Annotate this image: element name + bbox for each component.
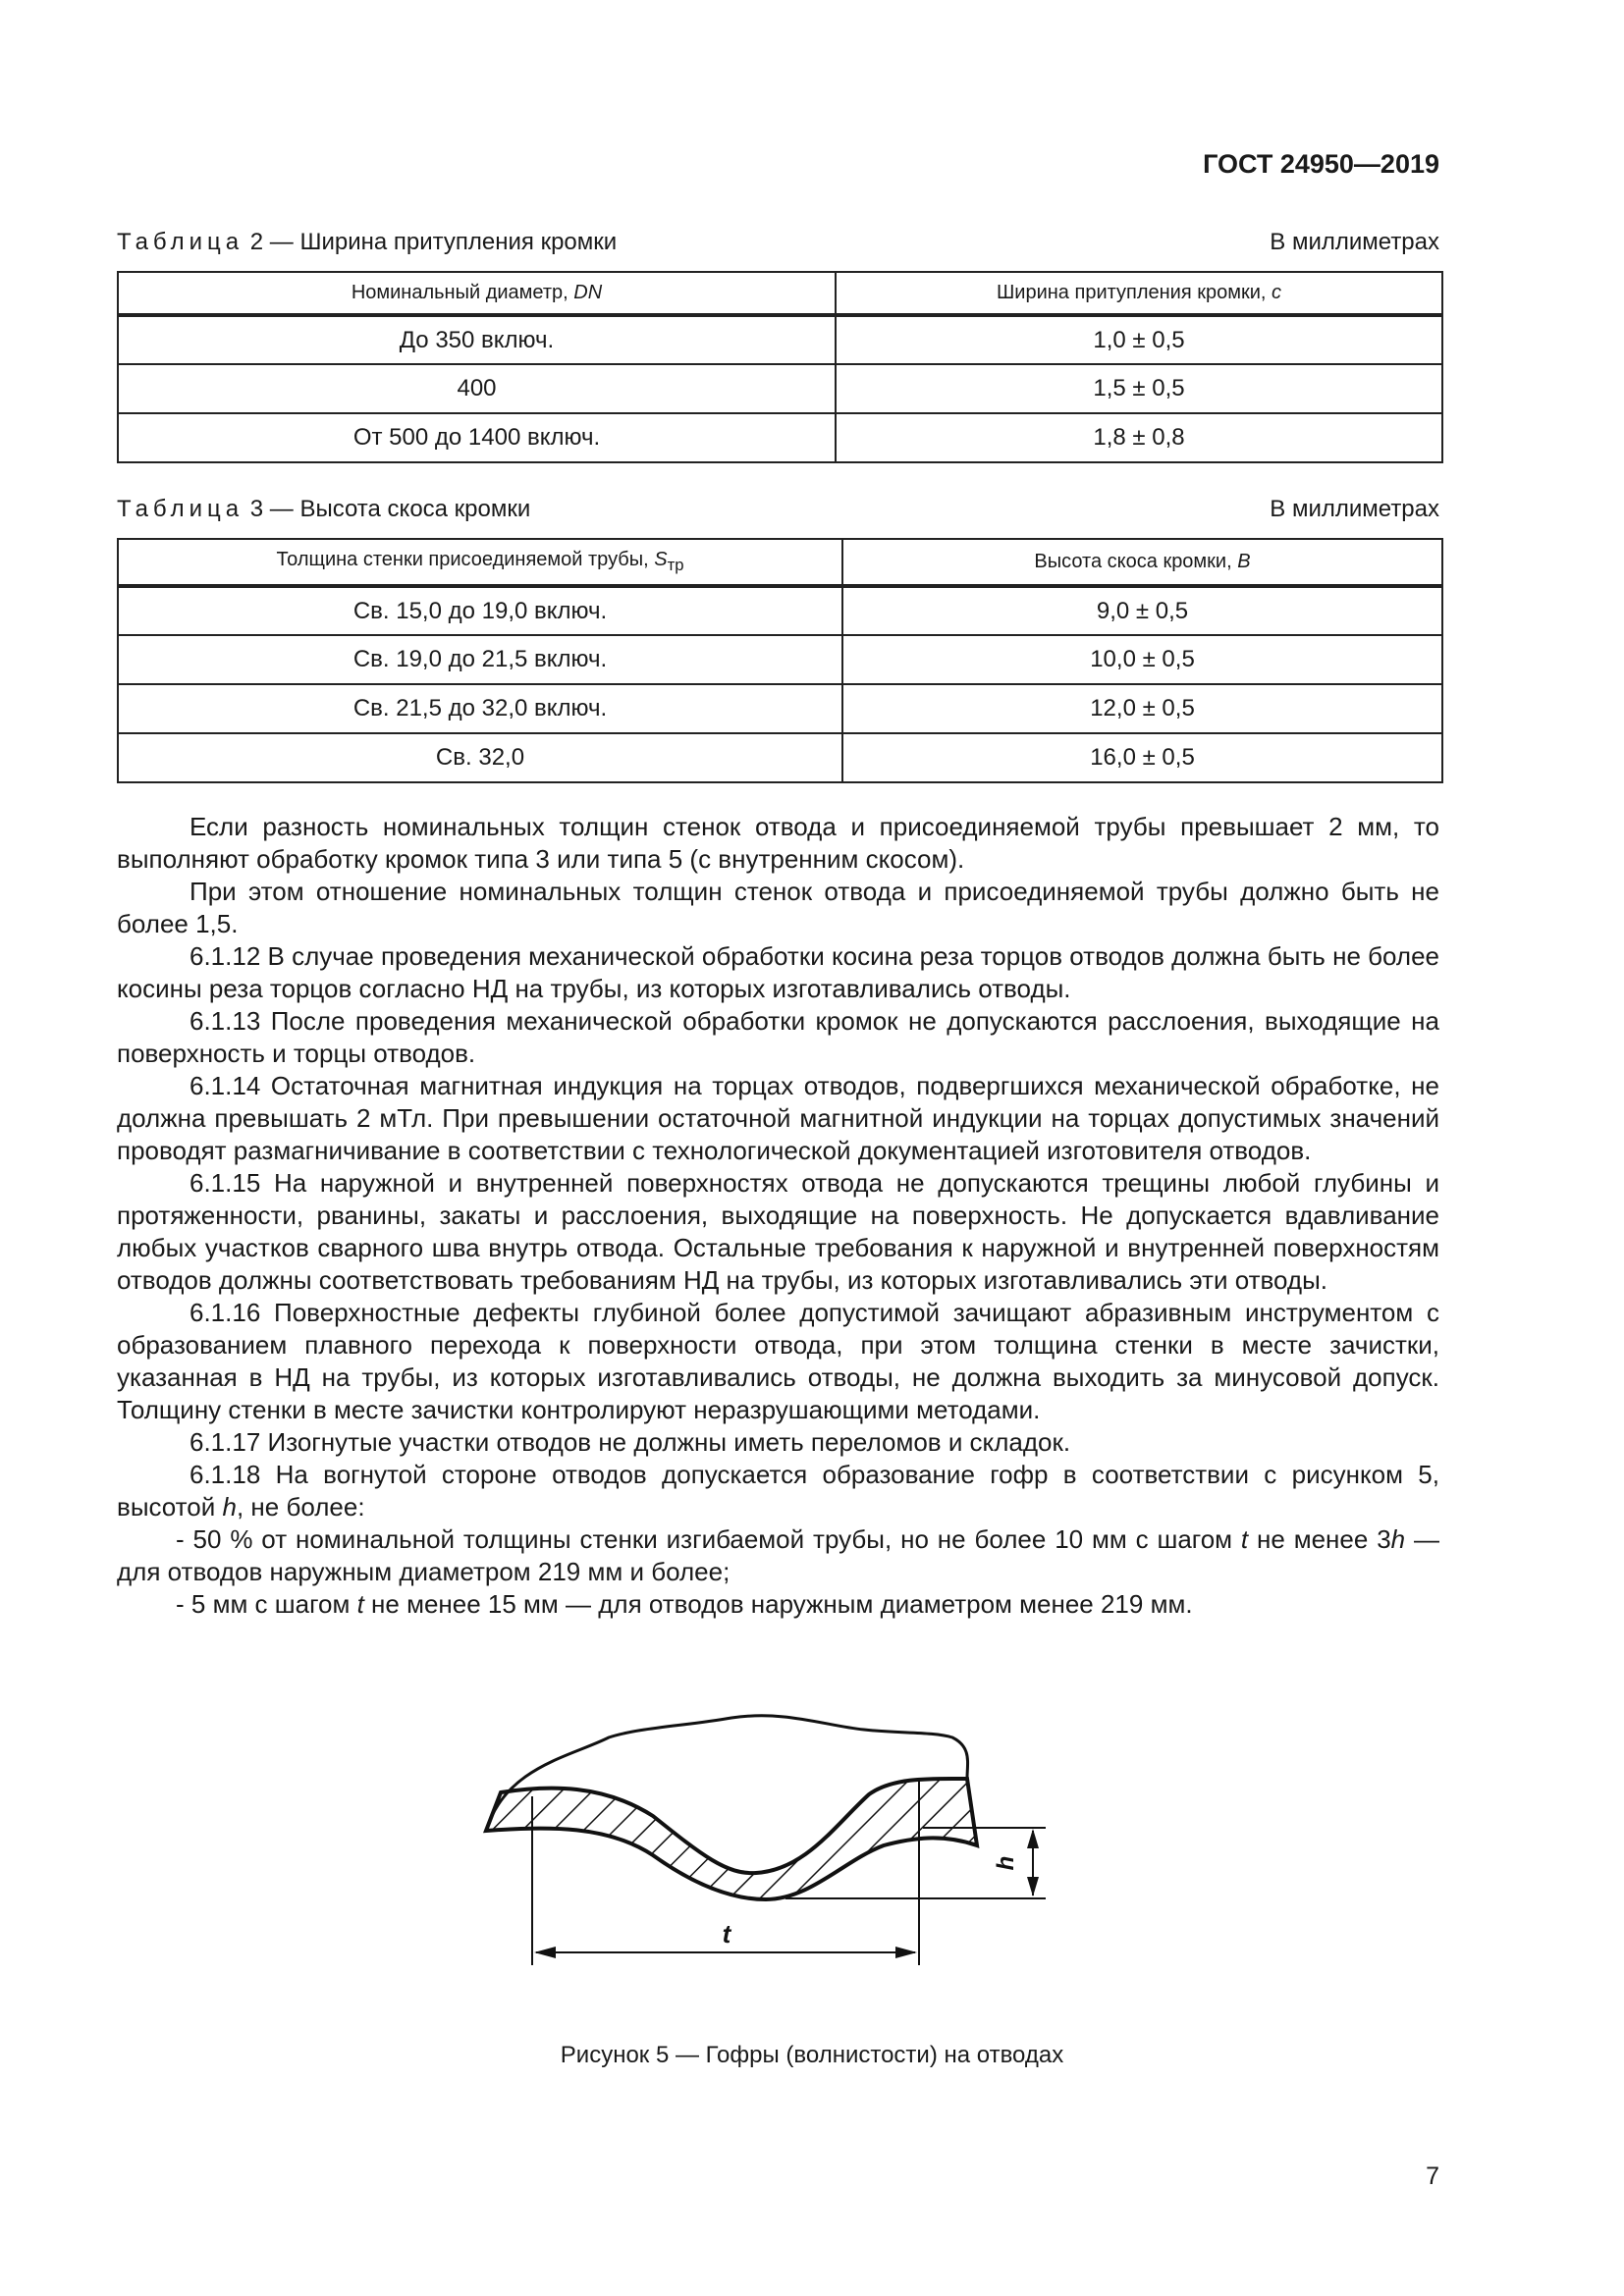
table2-col2-header-symbol: c (1272, 282, 1282, 303)
paragraph: При этом отношение номинальных толщин стенок отвода и присоединяемой трубы должно быть не более 1,5. (117, 877, 1439, 938)
text-run: 6.1.18 На вогнутой стороне отводов допускается образование гофр в соответствии с рисунком 5, высотой (117, 1460, 1439, 1522)
symbol-t: t (1240, 1524, 1249, 1554)
h-arrow-top (1027, 1829, 1039, 1848)
paragraph-6-1-12: 6.1.12 В случае проведения механической обработки косина реза торцов отводов должна быть не более косины реза торцов согласно НД на трубы, из которых изготавливались отводы. (117, 941, 1439, 1003)
text-run: не менее 15 мм — для отводов наружным диаметром менее 219 мм. (363, 1589, 1193, 1619)
table3-cell-height: 9,0 ± 0,5 (842, 586, 1442, 635)
table3-label: Таблица (117, 496, 244, 522)
table3-cell-thickness: Св. 21,5 до 32,0 включ. (118, 684, 842, 733)
table3-cell-height: 12,0 ± 0,5 (842, 684, 1442, 733)
table2-label: Таблица (117, 229, 244, 255)
text-run: — для отводов наружным диаметром 219 мм и более; (117, 1524, 1440, 1586)
table2-col2-header-text: Ширина притупления кромки, (996, 282, 1272, 303)
table2-cell-diameter: До 350 включ. (118, 315, 836, 364)
table3-cell-thickness: Св. 19,0 до 21,5 включ. (118, 635, 842, 684)
table3-title: 3 — Высота скоса кромки (244, 496, 531, 522)
table3-units: В миллиметрах (1270, 496, 1439, 522)
table2-col1-header-symbol: DN (573, 282, 603, 303)
paragraph-6-1-17: 6.1.17 Изогнутые участки отводов не должны иметь переломов и складок. (189, 1427, 1071, 1457)
figure-caption: Рисунок 5 — Гофры (волнистости) на отводах (560, 2042, 1064, 2068)
paragraph-6-1-16: 6.1.16 Поверхностные дефекты глубиной более допустимой зачищают абразивным инструментом с образованием плавного перехода к поверхности отвода, при этом толщина стенки в месте зачистки, указанная в НД на трубы, из которых изготавливались отводы, не должна выходить за минусовой допуск. Толщину стенки в месте зачистки контролируют неразрушающими методами. (117, 1298, 1439, 1424)
text-run: не менее 3 (1248, 1524, 1391, 1554)
page-number: 7 (1426, 2163, 1439, 2190)
table3-col2-header-text: Высота скоса кромки, (1034, 551, 1238, 572)
h-arrow-bottom (1027, 1877, 1039, 1896)
paragraph-6-1-14: 6.1.14 Остаточная магнитная индукция на торцах отводов, подвергшихся механической обработке, не должна превышать 2 мТл. При превышении остаточной магнитной индукции на торцах допустимых значений проводят размагничивание в соответствии с технологической документацией изготовителя отводов. (117, 1071, 1439, 1165)
symbol-t: t (356, 1589, 364, 1619)
wall-section-hatched (486, 1779, 977, 1899)
t-arrow-right (895, 1947, 917, 1958)
h-label: h (993, 1855, 1019, 1871)
text-run: - 50 % от номинальной толщины стенки изгибаемой трубы, но не более 10 мм с шагом (176, 1524, 1241, 1554)
t-arrow-left (534, 1947, 556, 1958)
table2-cell-diameter: От 500 до 1400 включ. (118, 413, 836, 462)
table3-col1-header-subscript: тр (667, 556, 684, 574)
table3-cell-height: 10,0 ± 0,5 (842, 635, 1442, 684)
table3-col1-header-symbol: S (654, 549, 668, 570)
table3-cell-thickness: Св. 15,0 до 19,0 включ. (118, 586, 842, 635)
symbol-h: h (1390, 1524, 1406, 1554)
table2-cell-diameter: 400 (118, 364, 836, 413)
symbol-h: h (222, 1492, 237, 1522)
table3-col1-header-text: Толщина стенки присоединяемой трубы, (276, 549, 655, 570)
paragraph: Если разность номинальных толщин стенок отвода и присоединяемой трубы превышает 2 мм, то выполняют обработку кромок типа 3 или типа 5 (с внутренним скосом). (117, 812, 1439, 874)
paragraph-6-1-15: 6.1.15 На наружной и внутренней поверхностях отвода не допускаются трещины любой глубины и протяженности, рванины, закаты и расслоения, выходящие на поверхность. Не допускается вдавливание любых участков сварного шва внутрь отвода. Остальные требования к наружной и внутренней поверхностям отводов должны соответствовать требованиям НД на трубы, из которых изготавливались эти отводы. (117, 1168, 1439, 1295)
table2-title: 2 — Ширина притупления кромки (244, 229, 618, 255)
table2-cell-width: 1,8 ± 0,8 (836, 413, 1442, 462)
table2-cell-width: 1,5 ± 0,5 (836, 364, 1442, 413)
table2-col1-header-text: Номинальный диаметр, (351, 282, 574, 303)
t-label: t (722, 1919, 731, 1949)
document-code: ГОСТ 24950—2019 (1203, 149, 1439, 179)
text-run: , не более: (236, 1492, 365, 1522)
paragraph-6-1-13: 6.1.13 После проведения механической обработки кромок не допускаются расслоения, выходящие на поверхность и торцы отводов. (117, 1006, 1439, 1068)
text-run: - 5 мм с шагом (176, 1589, 357, 1619)
table2-units: В миллиметрах (1270, 229, 1439, 255)
table2-cell-width: 1,0 ± 0,5 (836, 315, 1442, 364)
table3-col2-header-symbol: B (1237, 551, 1251, 572)
table3-cell-thickness: Св. 32,0 (118, 733, 842, 782)
table3-cell-height: 16,0 ± 0,5 (842, 733, 1442, 782)
